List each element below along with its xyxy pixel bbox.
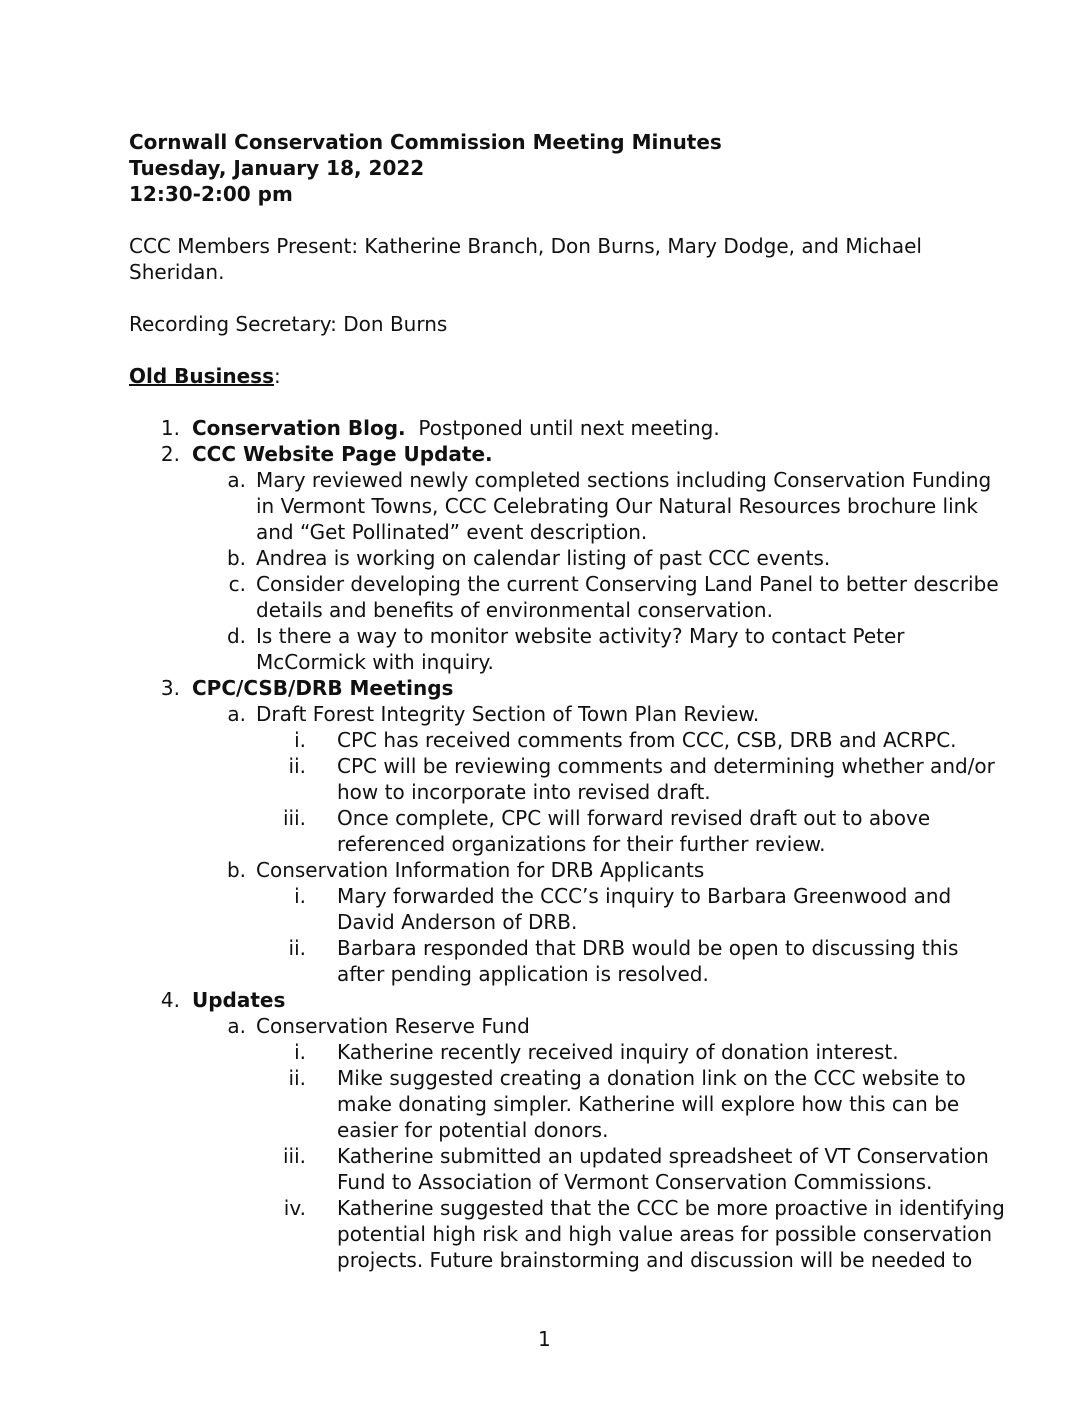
item-title: Updates	[192, 988, 286, 1012]
roman-line: easier for potential donors.	[337, 1118, 609, 1142]
list-item	[192, 415, 720, 441]
roman-line: projects. Future brainstorming and discussion will be needed to	[337, 1248, 973, 1272]
subitem-line: Is there a way to monitor website activity? Mary to contact Peter	[256, 624, 905, 648]
old-business-label: Old Business	[129, 364, 274, 388]
attendance-line: CCC Members Present: Katherine Branch, Don Burns, Mary Dodge, and Michael	[129, 234, 922, 258]
roman-line: after pending application is resolved.	[337, 962, 709, 986]
roman-line: potential high risk and high value areas for possible conservation	[337, 1222, 993, 1246]
item-text: Postponed until next meeting.	[405, 416, 720, 440]
subitem-letter: c.	[228, 572, 246, 596]
subitem-letter: a.	[227, 468, 246, 492]
roman-number: iv.	[283, 1196, 306, 1220]
meeting-date: Tuesday, January 18, 2022	[129, 156, 425, 180]
roman-number: iii.	[282, 1144, 306, 1168]
roman-number: ii.	[288, 754, 306, 778]
subitem-letter: d.	[226, 624, 246, 648]
roman-line: referenced organizations for their further review.	[337, 832, 826, 856]
document-title: Cornwall Conservation Commission Meeting Minutes	[129, 130, 722, 154]
item-number: 1.	[160, 416, 180, 440]
subitem-line: and “Get Pollinated” event description.	[256, 520, 648, 544]
item-number: 4.	[160, 988, 180, 1012]
recording-secretary: Recording Secretary: Don Burns	[129, 312, 448, 336]
subitem-line: Conservation Information for DRB Applicants	[256, 858, 705, 882]
section-heading	[129, 363, 281, 389]
subitem-line: McCormick with inquiry.	[256, 650, 494, 674]
roman-line: Katherine submitted an updated spreadsheet of VT Conservation	[337, 1144, 989, 1168]
attendance-line: Sheridan.	[129, 260, 225, 284]
subitem-line: in Vermont Towns, CCC Celebrating Our Natural Resources brochure link	[256, 494, 978, 518]
subitem-line: details and benefits of environmental conservation.	[256, 598, 773, 622]
roman-line: Barbara responded that DRB would be open to discussing this	[337, 936, 959, 960]
item-number: 3.	[160, 676, 180, 700]
roman-line: Once complete, CPC will forward revised draft out to above	[337, 806, 931, 830]
roman-line: CPC will be reviewing comments and determining whether and/or	[337, 754, 995, 778]
subitem-line: Draft Forest Integrity Section of Town Plan Review.	[256, 702, 760, 726]
roman-number: ii.	[288, 1066, 306, 1090]
roman-line: David Anderson of DRB.	[337, 910, 578, 934]
subitem-line: Conservation Reserve Fund	[256, 1014, 530, 1038]
item-title: CPC/CSB/DRB Meetings	[192, 676, 454, 700]
heading-colon: :	[274, 364, 281, 388]
subitem-line: Mary reviewed newly completed sections including Conservation Funding	[256, 468, 992, 492]
subitem-line: Consider developing the current Conserving Land Panel to better describe	[256, 572, 999, 596]
subitem-letter: b.	[226, 858, 246, 882]
roman-line: Mike suggested creating a donation link on the CCC website to	[337, 1066, 966, 1090]
subitem-letter: b.	[226, 546, 246, 570]
roman-number: ii.	[288, 936, 306, 960]
subitem-letter: a.	[227, 702, 246, 726]
roman-number: i.	[294, 884, 306, 908]
subitem-letter: a.	[227, 1014, 246, 1038]
roman-line: Katherine recently received inquiry of donation interest.	[337, 1040, 899, 1064]
page-number: 1	[538, 1327, 551, 1351]
roman-line: Mary forwarded the CCC’s inquiry to Barbara Greenwood and	[337, 884, 952, 908]
item-number: 2.	[160, 442, 180, 466]
roman-line: make donating simpler. Katherine will explore how this can be	[337, 1092, 960, 1116]
roman-number: i.	[294, 728, 306, 752]
item-title: CCC Website Page Update.	[192, 442, 493, 466]
roman-number: iii.	[282, 806, 306, 830]
roman-line: how to incorporate into revised draft.	[337, 780, 711, 804]
meeting-time: 12:30-2:00 pm	[129, 182, 293, 206]
subitem-line: Andrea is working on calendar listing of past CCC events.	[256, 546, 831, 570]
roman-line: Katherine suggested that the CCC be more proactive in identifying	[337, 1196, 1005, 1220]
roman-line: Fund to Association of Vermont Conservation Commissions.	[337, 1170, 933, 1194]
item-title: Conservation Blog.	[192, 416, 406, 440]
roman-number: i.	[294, 1040, 306, 1064]
roman-line: CPC has received comments from CCC, CSB, DRB and ACRPC.	[337, 728, 957, 752]
